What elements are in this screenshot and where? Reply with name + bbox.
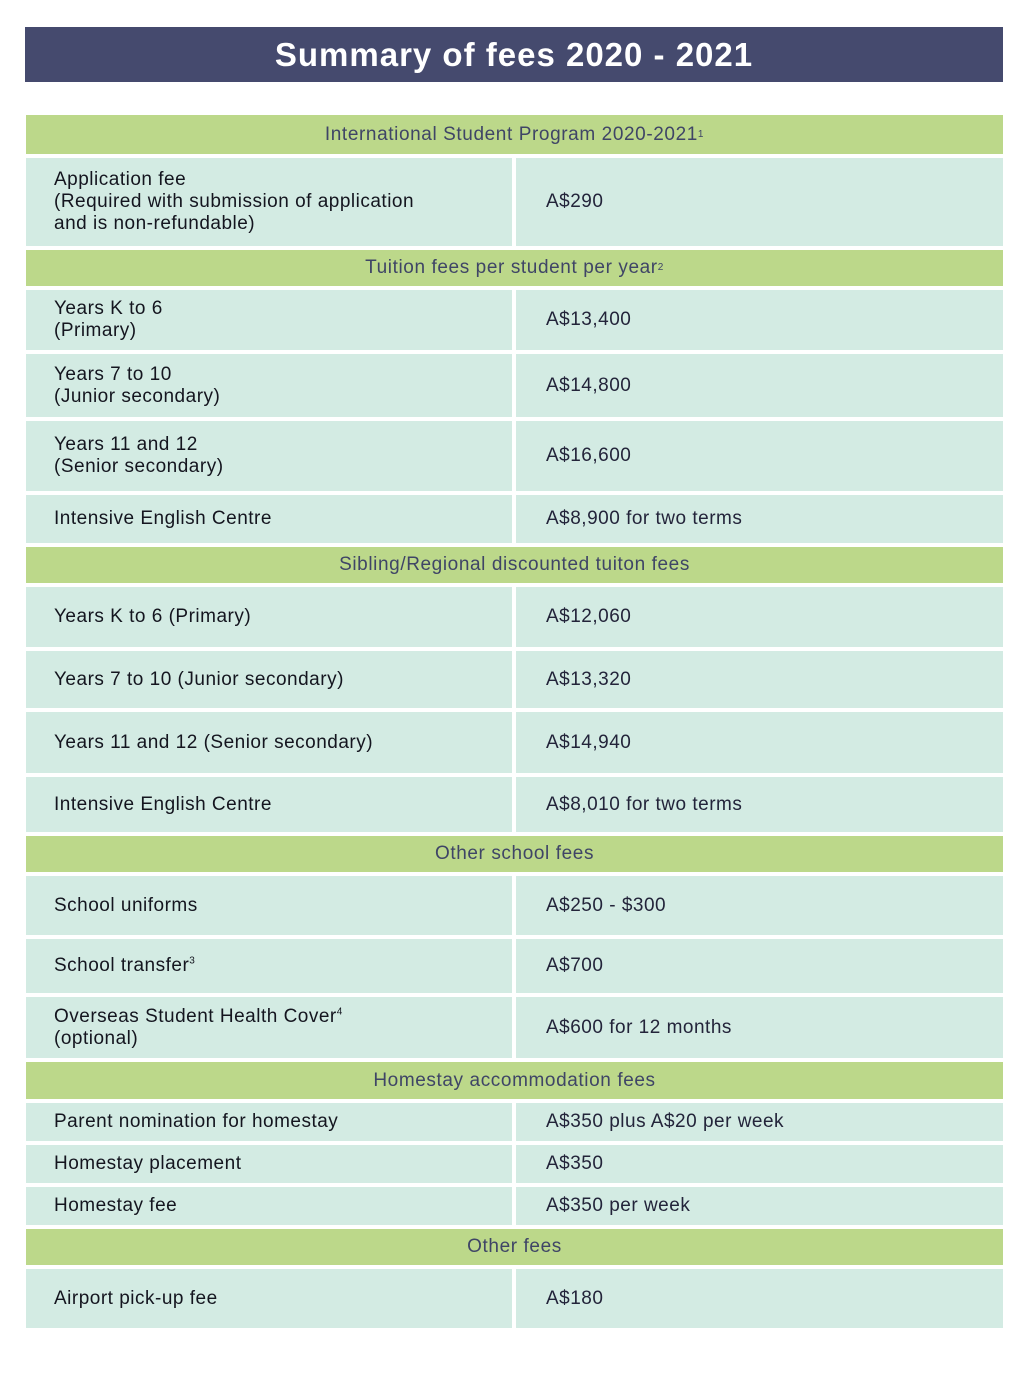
fee-label: Years 11 and 12 (Senior secondary) bbox=[54, 731, 374, 753]
section-header bbox=[26, 1062, 1003, 1099]
footnote-marker: 4 bbox=[336, 1006, 343, 1018]
fee-label-cell bbox=[26, 354, 512, 417]
fee-value: A$600 for 12 months bbox=[546, 1016, 732, 1038]
section-header-text: Homestay accommodation fees bbox=[373, 1069, 656, 1091]
fee-label-wrap bbox=[54, 1006, 343, 1050]
fee-label: School uniforms bbox=[54, 894, 198, 916]
fee-value-cell bbox=[516, 939, 1003, 993]
fee-value-cell bbox=[516, 712, 1003, 773]
section-header-text: Sibling/Regional discounted tuiton fees bbox=[339, 554, 690, 575]
fee-label-wrap bbox=[54, 1195, 177, 1217]
section-header-text: Tuition fees per student per year bbox=[365, 257, 658, 278]
fee-label: Years 11 and 12 (Senior secondary) bbox=[54, 434, 224, 477]
fee-label-wrap bbox=[54, 364, 220, 408]
fee-value: A$350 plus A$20 per week bbox=[546, 1111, 785, 1132]
fee-value: A$290 bbox=[546, 191, 604, 212]
fee-row bbox=[26, 290, 1003, 350]
fee-label: Years K to 6 (Primary) bbox=[54, 298, 163, 341]
fee-table bbox=[26, 115, 1003, 1332]
fee-value-cell bbox=[516, 495, 1003, 543]
section-header bbox=[26, 836, 1003, 872]
fee-label: Overseas Student Health Cover bbox=[54, 1005, 337, 1027]
fee-label-cell bbox=[26, 1187, 512, 1225]
fee-value-cell bbox=[516, 777, 1003, 832]
fee-row bbox=[26, 651, 1003, 708]
fee-value-cell bbox=[516, 158, 1003, 246]
section-header-text: Other school fees bbox=[434, 843, 595, 864]
fee-row bbox=[26, 421, 1003, 491]
fee-value-cell bbox=[516, 290, 1003, 350]
fee-row bbox=[26, 777, 1003, 832]
fee-label-cell bbox=[26, 1103, 512, 1141]
fee-value: A$8,010 for two terms bbox=[546, 793, 743, 815]
fee-value: A$14,940 bbox=[546, 731, 632, 753]
fee-label-wrap bbox=[54, 169, 414, 235]
fee-row bbox=[26, 1269, 1003, 1328]
fee-label-cell bbox=[26, 651, 512, 708]
fee-label-wrap bbox=[54, 1153, 241, 1175]
fee-value-cell bbox=[516, 876, 1003, 935]
fee-value-cell bbox=[516, 1187, 1003, 1225]
fee-label-wrap bbox=[54, 434, 224, 478]
fee-value: A$350 per week bbox=[546, 1195, 691, 1216]
fee-value: A$13,400 bbox=[546, 309, 632, 330]
fee-row bbox=[26, 158, 1003, 246]
fee-value-cell bbox=[516, 1103, 1003, 1141]
fee-label: Years K to 6 (Primary) bbox=[54, 606, 252, 627]
fee-label-wrap bbox=[54, 508, 272, 530]
fee-label: Homestay placement bbox=[54, 1153, 242, 1174]
fee-row bbox=[26, 1145, 1003, 1183]
fee-value-cell bbox=[516, 421, 1003, 491]
fee-value: A$13,320 bbox=[546, 668, 632, 690]
fee-label: School transfer bbox=[54, 955, 190, 976]
fee-row bbox=[26, 354, 1003, 417]
section-header bbox=[26, 547, 1003, 583]
fee-value-cell bbox=[516, 997, 1003, 1058]
fee-label-wrap bbox=[54, 669, 344, 691]
footnote-marker: 3 bbox=[189, 955, 196, 967]
fee-label: Parent nomination for homestay bbox=[54, 1111, 339, 1132]
fee-label-cell bbox=[26, 939, 512, 993]
fee-label-cell bbox=[26, 290, 512, 350]
fee-label: Airport pick-up fee bbox=[54, 1287, 218, 1309]
fee-label-cell bbox=[26, 1145, 512, 1183]
fee-row bbox=[26, 712, 1003, 773]
section-header-text: International Student Program 2020-2021 bbox=[324, 123, 698, 145]
fee-label-cell bbox=[26, 777, 512, 832]
fee-value: A$700 bbox=[546, 955, 604, 976]
fee-label-wrap bbox=[54, 794, 272, 816]
fee-label-wrap bbox=[54, 1111, 338, 1133]
fee-value-cell bbox=[516, 1145, 1003, 1183]
fee-row bbox=[26, 876, 1003, 935]
fee-label-wrap bbox=[54, 955, 195, 977]
fee-value-cell bbox=[516, 1269, 1003, 1328]
fee-value: A$180 bbox=[546, 1287, 604, 1309]
fee-label: Years 7 to 10 (Junior secondary) bbox=[54, 668, 344, 690]
fee-value: A$12,060 bbox=[546, 606, 632, 627]
fee-row bbox=[26, 1187, 1003, 1225]
page-title-text: Summary of fees 2020 - 2021 bbox=[274, 35, 754, 73]
fee-label-cell bbox=[26, 158, 512, 246]
fee-value-cell bbox=[516, 587, 1003, 647]
fee-label-cell bbox=[26, 876, 512, 935]
fee-label: Years 7 to 10 (Junior secondary) bbox=[54, 363, 221, 407]
fee-value: A$16,600 bbox=[546, 445, 632, 466]
page-title bbox=[25, 27, 1003, 82]
fee-value-cell bbox=[516, 651, 1003, 708]
section-header: Tuition fees per student per year 2 bbox=[26, 250, 1003, 286]
fee-value: A$8,900 for two terms bbox=[546, 508, 743, 529]
fee-label-wrap bbox=[54, 732, 373, 754]
fee-label: Homestay fee bbox=[54, 1195, 178, 1216]
fee-label-cell bbox=[26, 712, 512, 773]
fee-label-wrap bbox=[54, 895, 198, 917]
fee-value: A$14,800 bbox=[546, 374, 632, 396]
fee-label-note: (optional) bbox=[54, 1027, 139, 1049]
fee-row bbox=[26, 495, 1003, 543]
fee-row bbox=[26, 1103, 1003, 1141]
fee-label-cell bbox=[26, 495, 512, 543]
fee-label-cell bbox=[26, 421, 512, 491]
fee-label-wrap bbox=[54, 606, 251, 628]
section-header bbox=[26, 1229, 1003, 1265]
fee-label: Application fee (Required with submission of application and is non-refundable) bbox=[54, 169, 415, 234]
fee-label-wrap bbox=[54, 1288, 218, 1310]
fee-label-cell bbox=[26, 587, 512, 647]
fee-label-cell bbox=[26, 997, 512, 1058]
fee-label: Intensive English Centre bbox=[54, 793, 272, 815]
fee-row bbox=[26, 587, 1003, 647]
section-header-text: Other fees bbox=[467, 1236, 562, 1257]
section-header: International Student Program 2020-2021 1 bbox=[26, 115, 1003, 154]
fee-value: A$350 bbox=[546, 1153, 604, 1174]
fee-label-wrap bbox=[54, 298, 163, 342]
fee-label-cell bbox=[26, 1269, 512, 1328]
fee-value-cell bbox=[516, 354, 1003, 417]
fee-label: Intensive English Centre bbox=[54, 508, 272, 529]
fee-row bbox=[26, 939, 1003, 993]
fee-value: A$250 - $300 bbox=[546, 894, 667, 916]
fee-row bbox=[26, 997, 1003, 1058]
